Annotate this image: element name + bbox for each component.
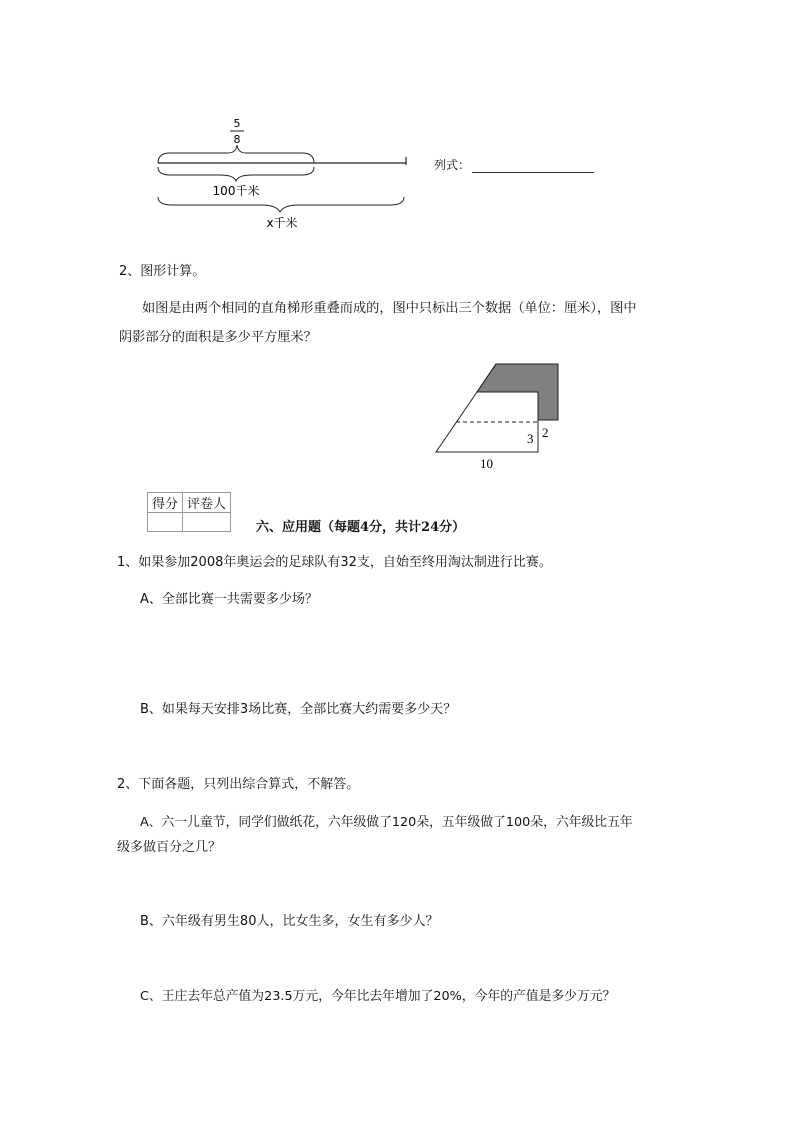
label-inner-height: 3 — [527, 431, 534, 446]
formula-answer-line[interactable] — [472, 160, 594, 173]
grader-header: 评卷人 — [183, 493, 231, 513]
q2-text-line1: 如图是由两个相同的直角梯形重叠而成的，图中只标出三个数据（单位：厘米），图中 — [142, 301, 637, 316]
grader-cell[interactable] — [183, 513, 231, 532]
s6-q2-text: 2、下面各题，只列出综合算式，不解答。 — [117, 777, 360, 792]
s6-q1-b: B、如果每天安排3场比赛，全部比赛大约需要多少天？ — [140, 702, 457, 717]
s6-q2-c: C、王庄去年总产值为23.5万元，今年比去年增加了20%，今年的产值是多少万元？ — [140, 989, 616, 1004]
fraction-numerator: 5 — [233, 117, 241, 130]
lower-brace-long — [158, 197, 404, 212]
score-cell[interactable] — [148, 513, 183, 532]
formula-row — [434, 156, 594, 173]
s6-q2-a-line1: A、六一儿童节，同学们做纸花，六年级做了120朵，五年级做了100朵，六年级比五年 — [140, 815, 633, 830]
q2-text-line2: 阴影部分的面积是多少平方厘米？ — [119, 330, 317, 345]
label-side: 2 — [542, 425, 549, 440]
top-brace — [158, 145, 314, 163]
s6-q1-text: 1、如果参加2008年奥运会的足球队有32支，自始至终用淘汰制进行比赛。 — [117, 555, 552, 570]
lower-label: 100千米 — [212, 184, 260, 198]
q2-title: 2、图形计算。 — [119, 264, 206, 279]
score-box — [147, 492, 231, 532]
s6-q2-a-line2: 级多做百分之几？ — [117, 840, 222, 855]
trapezoid-figure — [430, 360, 570, 480]
score-header: 得分 — [148, 493, 183, 513]
s6-q1-a: A、全部比赛一共需要多少场？ — [140, 592, 318, 607]
fraction-denominator: 8 — [233, 133, 241, 146]
formula-label: 列式： — [434, 158, 471, 172]
total-label: x千米 — [266, 216, 298, 230]
s6-q2-b: B、六年级有男生80人，比女生多，女生有多少人？ — [140, 914, 439, 929]
label-bottom: 10 — [480, 456, 493, 471]
segment-diagram — [150, 115, 570, 235]
lower-brace-short — [158, 167, 314, 181]
section6-heading: 六、应用题（每题4分，共计24分） — [256, 520, 466, 535]
